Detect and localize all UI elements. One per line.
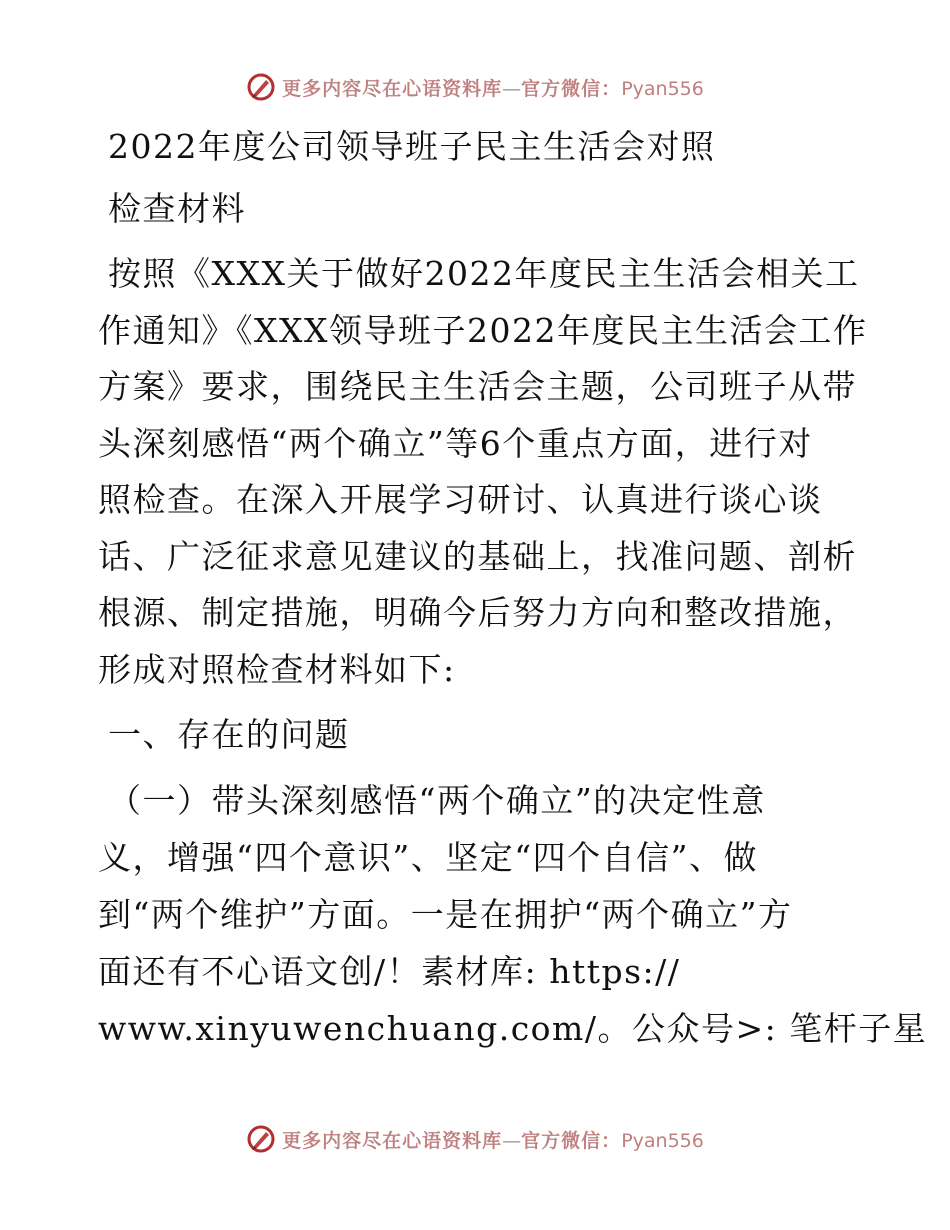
watermark-wechat-id: Pyan556 [621,1129,704,1152]
watermark-text [282,1126,704,1153]
document-title-line-1: 2022年度公司领导班子民主生活会对照 [108,127,716,166]
watermark-wechat-label: 官方微信： [521,1129,622,1152]
watermark-wechat-label: 官方微信： [521,77,622,100]
watermark-separator: — [502,77,522,100]
section-heading: 一、存在的问题 [108,715,350,754]
watermark-wechat-id: Pyan556 [621,77,704,100]
intro-line: 形成对照检查材料如下: [98,649,456,689]
document-title-line-2: 检查材料 [108,189,246,228]
watermark-library-name: 更多内容尽在心语资料库 [282,1129,503,1152]
section-1-paragraph [98,772,928,1057]
intro-line: 作通知》《XXX领导班子2022年度民主生活会工作 [98,310,868,350]
intro-line: 头深刻感悟“两个确立”等6个重点方面，进行对 [98,423,813,463]
header-watermark [0,72,950,102]
intro-line: 按照《XXX关于做好2022年度民主生活会相关工 [108,254,860,293]
watermark-text [282,74,704,101]
intro-line: 照检查。在深入开展学习研讨、认真进行谈心谈 [98,480,823,519]
intro-line: 话、广泛征求意见建议的基础上，找准问题、剖析 [98,536,857,576]
watermark-library-name: 更多内容尽在心语资料库 [282,77,503,100]
footer-watermark [0,1124,950,1154]
red-pen-logo-icon [246,72,276,102]
red-pen-logo-icon [246,1124,276,1154]
intro-line: 方案》要求，围绕民主生活会主题，公司班子从带 [98,367,857,406]
section-line: 到“两个维护”方面。一是在拥护“两个确立”方 [98,895,793,934]
watermark-separator: — [502,1129,522,1152]
document-body [98,124,928,1057]
section-line: 义，增强“四个意识”、坚定“四个自信”、做 [98,838,758,877]
section-line: 面还有不心语文创/！素材库: https:// [98,952,681,991]
section-line: www.xinyuwenchuang.com/。公众号>: 笔杆子星 [98,1009,928,1048]
intro-line: 根源、制定措施，明确今后努力方向和整改措施， [98,593,857,632]
intro-paragraph [98,246,868,698]
section-line: （一）带头深刻感悟“两个确立”的决定性意 [108,781,766,820]
